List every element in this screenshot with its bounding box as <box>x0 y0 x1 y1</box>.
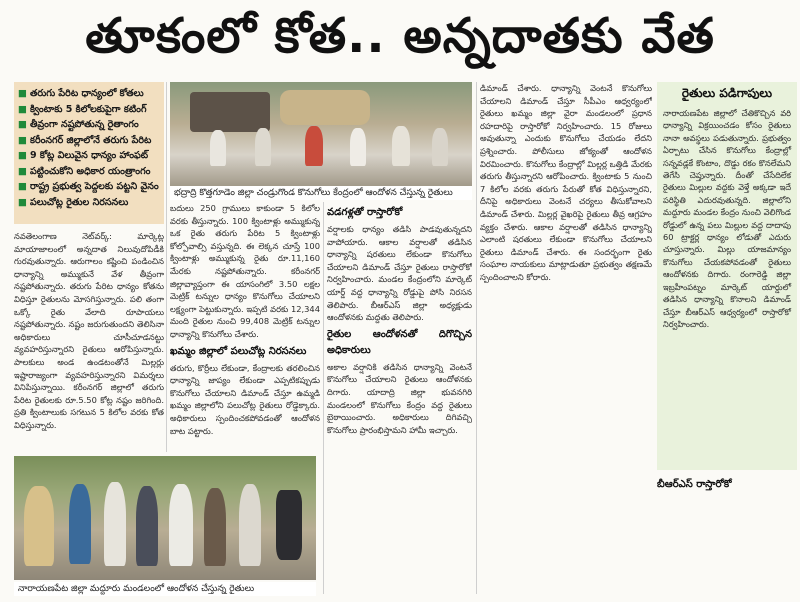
column-3-subheading-1: వడగళ్లతో రాస్తారోకో <box>327 207 403 218</box>
headline: తూకంలో కోత.. అన్నదాతకు వేత <box>85 8 715 64</box>
photo-protest-bottom <box>14 456 316 580</box>
column-1 <box>14 230 164 450</box>
sidebar-story <box>657 82 797 470</box>
photo-bottom-caption: నారాయణపేట జిల్లా మద్దూరు మండలంలో ఆందోళన చేస్తున్న రైతులు <box>14 582 316 596</box>
column-3b-text: అకాల వర్షానికి తడిసిన ధాన్యాన్ని వెంటనే కొనుగోలు చేయాలని రైతులు ఆందోళనకు దిగారు. యాదాద్రి జిల్లా భువనగిరి మండలంలో కొనుగోలు కేంద్రం వద్ద రైతులు బైఠాయించారు. అధికారులు దిగివచ్చి కొనుగోలు ప్రారంభిస్తామని హామీ ఇచ్చారు. <box>327 361 472 435</box>
photo-top-caption: భద్రాద్రి కొత్తగూడెం జిల్లా చండ్రుగొండ కొనుగోలు కేంద్రంలో ఆందోళన చేస్తున్న రైతులు <box>170 186 472 200</box>
column-2-subheading: ఖమ్మం జిల్లాలో పలుచోట్ల నిరసనలు <box>170 345 307 357</box>
column-3-subheading-2: రైతుల ఆందోళనతో దిగొచ్చిన అధికారులు <box>327 328 472 356</box>
column-1-text: నవతెలంగాణ నెట్‌వర్క్: మార్కెట్ల మాయాజాలంలో అన్నదాత నిలువుదోపిడీకి గురవుతున్నారు. ఆరుగాలం కష్టించి పండించిన ధాన్యాన్ని అమ్ముకునే వేళ తీవ్రంగా నష్టపోతున్నారు. తరుగు పేరిట ధాన్యం కోతను విధిస్తూ రైతులను మోసగిస్తున్నారు. పలి తంగా ఒక్కో రైతు వేలాది రూపాయలు నష్టపోతున్నారు. నష్టం జరుగుతుందని తెలిసినా అధికారులు చూసీచూడనట్టు వ్యవహరిస్తున్నారని రైతులు ఆరోపిస్తున్నారు. పాలకులు అండ ఉండటంతోనే మిల్లర్లు ఇష్టారాజ్యంగా వ్యవహరిస్తున్నారని విమర్శలు వినిపిస్తున్నాయి. కరీంనగర్ జిల్లాలో తరుగు పేరిట రైతులకు రూ.5.50 కోట్ల నష్టం జరిగింది. ప్రతి క్వింటాలుకు సగటున 5 కిలోల వరకు కోత విధిస్తున్నారు. <box>14 231 164 430</box>
sidebar-continued <box>657 474 797 594</box>
photo-protest-top <box>170 82 472 186</box>
highlight-item: ■ తీవ్రంగా నష్టపోతున్న రైతాంగం <box>18 119 139 130</box>
highlight-item: ■ పలుచోట్ల రైతుల నిరసనలు <box>18 196 129 208</box>
column-4 <box>480 82 652 594</box>
sidebar-text: నారాయణపేట జిల్లాలో చేతికొచ్చిన వరి ధాన్యాన్ని విక్రయించడం కోసం రైతులు నానా అవస్థలు పడుతున్నారు. ప్రభుత్వం ఏర్పాటు చేసిన కొనుగోలు కేంద్రాల్లో సన్నవడ్లకే కొంటాం, దొడ్డు రకం కొనలేమని తెగేసి చెప్తున్నారు. దీంతో చేసేదిలేక రైతులు మిల్లుల వద్దకు వెళ్తే అక్కడా ఇదే పరిస్థితి ఎదురవుతున్నది. జిల్లాలోని మద్దూరు మండల కేంద్రం నుంచి వెలిగొండ రోడ్డులో ఉన్న పలు మిల్లుల వద్ద దాదాపు 60 ట్రాక్టర్ల ధాన్యం లోడుతో ఎదురు చూస్తున్నారు. మిల్లు యాజమాన్యం కొనుగోలు చేయకపోవడంతో రైతులు ఆందోళనకు దిగారు. రంగారెడ్డి జిల్లా ఇబ్రహీంపట్నం మార్కెట్ యార్డులో తడిసిన ధాన్యాన్ని కొనాలని డిమాండ్ చేస్తూ బీఆర్ఎస్ ఆధ్వర్యంలో రాస్తారోకో నిర్వహించారు. <box>663 108 791 329</box>
highlight-item: ■ పట్టించుకోని అధికార యంత్రాంగం <box>18 165 151 177</box>
highlight-item: ■ కరీంనగర్ జిల్లాలోనే తరుగు పేరిట <box>18 134 152 146</box>
highlights-box <box>14 82 164 224</box>
highlight-item: ■ 9 కోట్ల విలువైన ధాన్యం హాంఫట్ <box>18 150 149 161</box>
highlight-item: ■ క్వింటాకు 5 కిలోలకుపైగా కటింగ్ <box>18 103 147 115</box>
sidebar-subheading: బీఆర్ఎస్ రాస్తారోకో <box>657 479 732 490</box>
column-3 <box>327 202 472 594</box>
column-2b-text: తరుగు, కొర్రీలు లేకుండా, కేంద్రాలకు తరలించిన ధాన్యాన్ని జాప్యం లేకుండా ఎప్పటికప్పుడు కొనుగోలు చేయాలని డిమాండ్ చేస్తూ ఉమ్మడి ఖమ్మం జిల్లాలోని పలుచోట్ల రైతులు రోడ్డెక్కారు. అధికారులు స్పందించకపోవడంతో ఆందోళన బాట పట్టారు. <box>170 362 320 436</box>
column-4-text: డిమాండ్ చేశారు. ధాన్యాన్ని వెంటనే కొనుగోలు చేయాలని డిమాండ్ చేస్తూ సీపీఎం ఆధ్వర్యంలో రైతులు ఖమ్మం జిల్లా వైరా మండలంలో ప్రధాన రహదారిపై రాస్తారోకో నిర్వహించారు. 15 రోజులు అవుతున్నా ఎందుకు కొనుగోలు చేయడం లేదని ప్రశ్నించారు. పోలీసులు జోక్యంతో ఆందోళన విరమించారు. కొనుగోలు కేంద్రాల్లో మిల్లర్ల ఒత్తిడి మేరకు తరుగు తీస్తున్నారని ఆరోపించారు. క్వింటాకు 5 నుంచి 7 కిలోల వరకు తరుగు పేరుతో కోత విధిస్తున్నారని, దీనిపై అధికారులు వెంటనే చర్యలు తీసుకోవాలని డిమాండ్ చేశారు. మిల్లర్ల వైఖరిపై రైతులు తీవ్ర ఆగ్రహం వ్యక్తం చేశారు. ఆకాల వర్షాలతో తడిసిన ధాన్యాన్ని ఎలాంటి షరతులు లేకుండా కొనుగోలు చేయాలని రైతులు డిమాండ్ చేశారు. ఈ సందర్భంగా రైతు సంఘాల నాయకులు మాట్లాడుతూ ప్రభుత్వం తక్షణమే స్పందించాలని కోరారు. <box>480 83 652 282</box>
highlight-item: ■ తరుగు పేరిట ధాన్యంలో కోతలు <box>18 88 144 99</box>
column-2-text: బదులు 250 గ్రాములు కాకుండా 5 కిలోల వరకు తీస్తున్నారు. 100 క్వింటాళ్లు అమ్ముకున్న ఒక రైతు తరుగు పేరిట 5 క్వింటాళ్లు కోల్పోవాల్సి వస్తున్నది. ఈ లెక్కన చూస్తే 100 క్వింటాళ్లు అమ్ముకున్న రైతు రూ.11,160 మేరకు నష్టపోతున్నారు. కరీంనగర్ జిల్లావ్యాప్తంగా ఈ యాసంగిలో 3.50 లక్షల మెట్రిక్ టన్నుల ధాన్యం కొనుగోలు చేయాలని లక్ష్యంగా పెట్టుకున్నారు. ఇప్పటి వరకు 12,344 మంది రైతుల నుంచి 99,408 మెట్రిక్ టన్నుల ధాన్యాన్ని కొనుగోలు చేశారు. <box>170 203 320 339</box>
highlight-item: ■ రాష్ట్ర ప్రభుత్వ పెద్దలకు పట్టని వైనం <box>18 181 159 192</box>
sidebar-title: రైతులు పడిగాపులు <box>681 86 773 100</box>
column-3-text: వర్షాలకు ధాన్యం తడిసి పాడవుతున్నదని వాపోయారు. ఆకాల వర్షాలతో తడిసిన ధాన్యాన్ని షరతులు లేకుండా కొనుగోలు చేయాలని డిమాండ్ చేస్తూ రైతులు రాస్తారోకో నిర్వహించారు. మండల కేంద్రంలోని మార్కెట్ యార్డ్ వద్ద ధాన్యాన్ని రోడ్డుపై పోసి నిరసన తెలిపారు. బీఆర్ఎస్ జిల్లా అధ్యక్షుడు ఆందోళనకు మద్దతు తెలిపారు. <box>327 224 472 323</box>
